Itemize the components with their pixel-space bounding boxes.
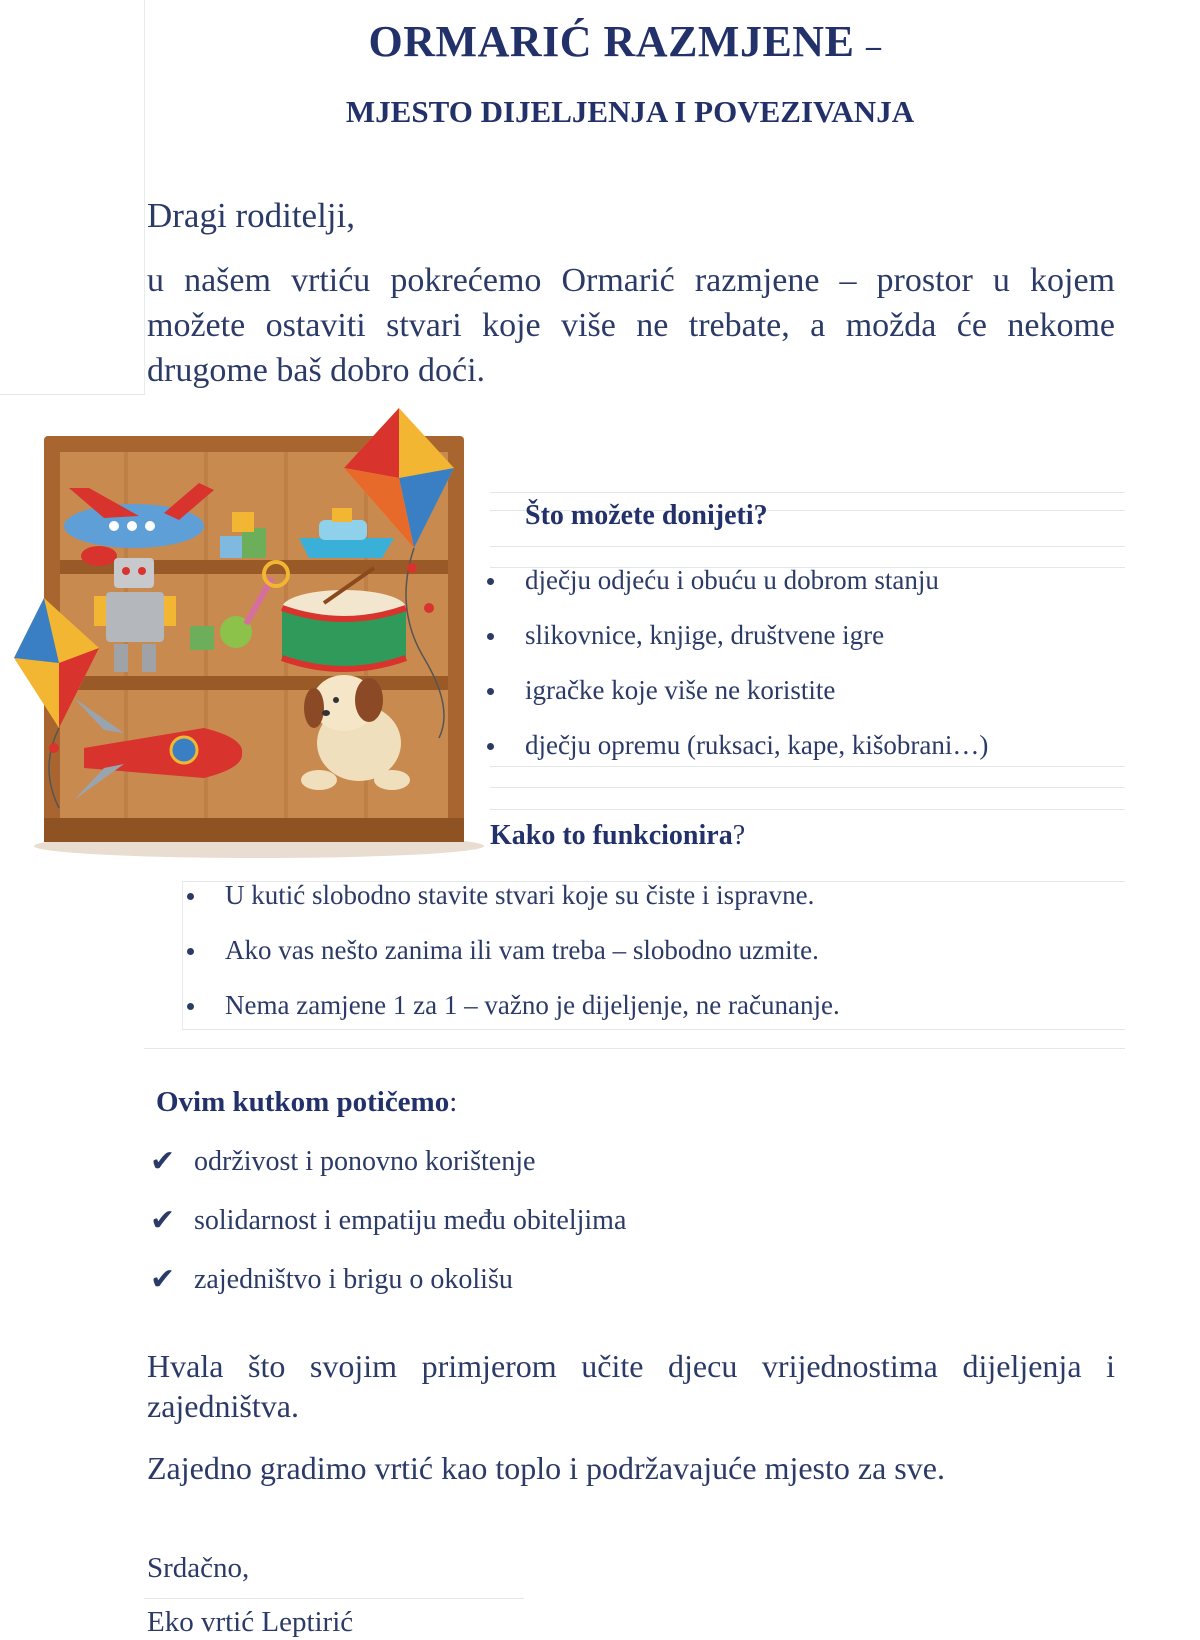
closing-paragraph: Zajedno gradimo vrtić kao toplo i podržavajuće mjesto za sve. xyxy=(147,1450,945,1486)
list-item-text: dječju odjeću i obuću u dobrom stanju xyxy=(525,565,939,595)
check-icon: ✔ xyxy=(150,1263,176,1296)
divider xyxy=(182,881,183,1029)
divider xyxy=(144,1048,1125,1049)
list-item xyxy=(225,985,1125,1040)
how-heading xyxy=(490,820,745,852)
thanks-paragraph: Hvala što svojim primjerom učite djecu vrijednostima dijeljenja i zajedništva. xyxy=(147,1348,1115,1424)
toy-block xyxy=(220,536,242,558)
list-item xyxy=(150,1260,1094,1319)
check-icon: ✔ xyxy=(150,1145,176,1178)
signoff: Srdačno, xyxy=(147,1552,250,1584)
promote-heading-bold: Ovim kutkom potičemo xyxy=(156,1086,450,1118)
list-item-text: zajedništvo i brigu o okolišu xyxy=(194,1264,513,1295)
page-subtitle: MJESTO DIJELJENJA I POVEZIVANJA xyxy=(345,94,915,129)
list-item-text: Ako vas nešto zanima ili vam treba – slobodno uzmite. xyxy=(225,935,819,965)
how-list xyxy=(225,875,1125,1040)
list-item xyxy=(225,930,1125,985)
toy-block xyxy=(242,528,266,558)
bullet-icon xyxy=(187,893,194,900)
list-item-text: U kutić slobodno stavite stvari koje su čiste i ispravne. xyxy=(225,880,815,910)
how-heading-mark: ? xyxy=(732,820,746,851)
list-item-text: slikovnice, knjige, društvene igre xyxy=(525,620,885,650)
list-item-text: solidarnost i empatiju među obiteljima xyxy=(194,1205,627,1236)
bullet-icon xyxy=(487,688,494,695)
divider xyxy=(144,1598,524,1599)
toy-block xyxy=(232,512,254,532)
signature: Eko vrtić Leptirić xyxy=(147,1606,354,1638)
how-heading-bold: Kako to funkcionira xyxy=(490,820,733,851)
promote-heading-mark: : xyxy=(449,1086,458,1118)
list-item xyxy=(525,560,1125,615)
check-icon: ✔ xyxy=(150,1204,176,1237)
bullet-icon xyxy=(187,1003,194,1010)
list-item xyxy=(150,1142,1094,1201)
list-item-text: dječju opremu (ruksaci, kape, kišobrani…) xyxy=(525,730,989,760)
list-item xyxy=(525,670,1125,725)
bring-heading: Što možete donijeti? xyxy=(525,500,768,531)
list-item-text: održivost i ponovno korištenje xyxy=(194,1146,536,1177)
list-item-text: igračke koje više ne koristite xyxy=(525,675,836,705)
promote-heading xyxy=(156,1086,457,1119)
list-item xyxy=(150,1201,1094,1260)
page-title-text: ORMARIĆ RAZMJENE xyxy=(368,17,855,66)
shelf-board xyxy=(60,676,448,690)
divider xyxy=(490,492,1125,493)
divider xyxy=(490,809,1125,810)
promote-list xyxy=(150,1142,1094,1319)
bullet-icon xyxy=(187,948,194,955)
list-item xyxy=(225,875,1125,930)
page-title xyxy=(0,16,1200,67)
divider xyxy=(490,787,1125,788)
list-item xyxy=(525,725,1125,780)
title-dash: – xyxy=(865,30,882,63)
intro-paragraph: u našem vrtiću pokrećemo Ormarić razmjene – prostor u kojem možete ostaviti stvari koje više ne trebate, a možda će nekome drugome baš dobro doći. xyxy=(147,262,1115,389)
bullet-icon xyxy=(487,743,494,750)
list-item-text: Nema zamjene 1 za 1 – važno je dijeljenje, ne računanje. xyxy=(225,990,840,1020)
divider xyxy=(0,394,145,395)
toy-block xyxy=(190,626,214,650)
bullet-icon xyxy=(487,633,494,640)
list-item xyxy=(525,615,1125,670)
toy-shelf-illustration xyxy=(14,408,489,863)
greeting: Dragi roditelji, xyxy=(147,196,356,235)
divider xyxy=(490,546,1125,547)
bring-list xyxy=(525,560,1125,780)
bullet-icon xyxy=(487,578,494,585)
